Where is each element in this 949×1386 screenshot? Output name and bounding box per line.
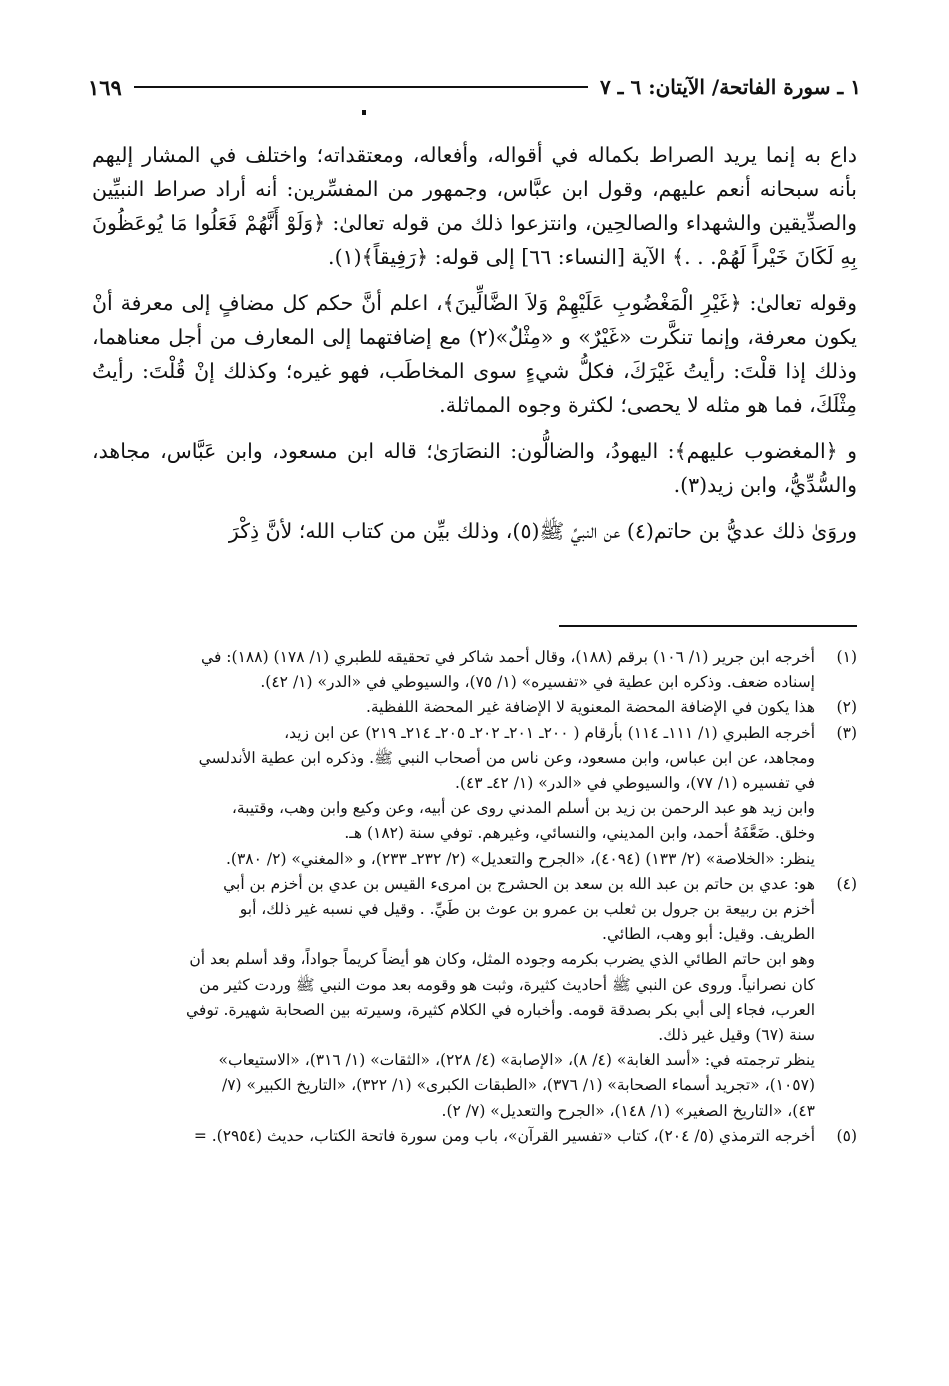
footnote-continuation [92, 947, 857, 1123]
footnote-body [92, 872, 815, 948]
footnote-separator [559, 625, 857, 627]
footnote-line: هذا يكون في الإضافة المحضة المعنوية لا الإضافة غير المحضة اللفظية. [365, 698, 815, 717]
footnote-line: إسناده ضعف. وذكره ابن عطية في «تفسيره» (١/ ٧٥)، والسيوطي في «الدر» (١/ ٤٢). [260, 673, 815, 692]
footnote-line: أخرجه الترمذي (٥/ ٢٠٤)، كتاب «تفسير القرآن»، باب ومن سورة فاتحة الكتاب، حديث (٢٩٥٤). = [193, 1126, 815, 1145]
ink-dot [362, 110, 366, 115]
running-header [88, 70, 861, 104]
footnotes [92, 645, 857, 1149]
paragraph: و ﴿المغضوب عليهم﴾: اليهودُ، والضالُّون: النصَارَىٰ؛ قاله ابن مسعود، وابن عَبَّاس، مجاهد، والسُّدِّيُّ، وابن زيد(٣). [92, 439, 857, 497]
footnote-body [92, 1124, 815, 1149]
footnote-line: كان نصرانياً. وروى عن النبي ﷺ أحاديث كثيرة، وثبت هو وقومه بعد موت النبي ﷺ وردت كثير من [199, 975, 815, 994]
footnote-line: سنة (٦٧) وقيل غير ذلك. [658, 1026, 815, 1045]
footnote-number: (١) [836, 648, 857, 666]
footnote-number: (٥) [836, 1126, 857, 1145]
footnote-number: (٣) [836, 723, 857, 742]
paragraph: وقوله تعالىٰ: ﴿غَيْرِ الْمَغْضُوبِ عَلَيْهِمْ وَلاَ الضَّالِّينَ﴾، اعلم أنَّ حكم كل مضافٍ إلى معرفة أنْ يكون معرفة، وإنما تنكَّرت «غَيْرٌ» و «مِثْلٌ»(٢) مع إضافتهما إلى المعارف من أجل معناهما، وذلك إذا قلْتَ: رأيتُ غَيْرَكَ، فكلُّ شيءٍ سوى المخاطَب، فهو غيره؛ وكذلك إنْ قُلْتَ: رأيتُ مِثْلَكَ، فما هو مثله لا يحصى؛ لكثرة وجوه المماثلة. [92, 291, 857, 417]
footnote-number: (٢) [836, 698, 857, 717]
footnote-line: أخرجه الطبري (١/ ١١١ـ ١١٤) بأرقام ( ٢٠٠ـ ٢٠١ـ ٢٠٢ـ ٢٠٥ـ ٢١٤ـ ٢١٩) عن ابن زيد، [284, 723, 815, 742]
footnote-line: وهو ابن حاتم الطائي الذي يضرب بكرمه وجوده المثل، وكان هو أيضاً كريماً جواداً، وقد أسلم بعد أن [189, 950, 815, 969]
footnote [92, 695, 857, 720]
footnote [92, 1124, 857, 1149]
footnote-number: (٤) [836, 874, 857, 893]
footnote [92, 721, 857, 797]
paragraph: داع به إنما يريد الصراط بكماله في أقواله، وأفعاله، ومعتقداته؛ واختلف في المشار إليهم بأنه سبحانه أنعم عليهم، وقول ابن عبَّاس، وجمهور من المفسِّرين: أنه أراد صراط النبيِّين والصدِّيقين والشهداء والصالحِين، وانتزعوا ذلك من قوله تعالىٰ: ﴿وَلَوْ أَنَّهُمْ فَعَلُوا مَا يُوعَظُونَ بِهِ لَكَانَ خَيْراً لَهُمْ. . .﴾ الآية [النساء: ٦٦] إلى قوله: ﴿رَفِيقاً﴾(١). [92, 143, 857, 269]
footnote [92, 872, 857, 948]
footnote-continuation [92, 796, 857, 872]
footnote [92, 645, 857, 695]
footnote-line: وخلق. ضَعَّفَهُ أحمد، وابن المديني، والنسائي، وغيرهم. توفي سنة (١٨٢) هـ. [344, 824, 815, 843]
footnote-body [92, 645, 815, 695]
page-number: ١٦٩ [88, 74, 122, 100]
chapter-title: ١ ـ سورة الفاتحة/ الآيتان: ٦ ـ ٧ [599, 75, 861, 99]
footnote-line: وابن زيد هو عبد الرحمن بن زيد بن أسلم المدني روى عن أبيه، وعن وكيع وابن وهب، وقتيبة، [231, 799, 815, 818]
footnote-line: الطريف. وقيل: أبو وهب، الطائي. [602, 925, 815, 944]
main-text [92, 138, 857, 560]
footnote-line: ينظر ترجمته في: «أسد الغابة» (٤/ ٨)، «الإصابة» (٤/ ٢٢٨)، «الثقات» (١/ ٣١٦)، «الاستيعاب» [218, 1051, 815, 1070]
footnote-body [92, 695, 815, 720]
footnote-line: في تفسيره (١/ ٧٧)، والسيوطي في «الدر» (١/ ٤٢ـ ٤٣). [455, 774, 815, 793]
footnote-line: أخرجه ابن جرير (١/ ١٠٦) برقم (١٨٨)، وقال أحمد شاكر في تحقيقه للطبري (١/ ١٧٨) (١٨٨): في [201, 648, 815, 666]
footnote-line: ومجاهد، عن ابن عباس، وابن مسعود، وعن ناس من أصحاب النبي ﷺ. وذكره ابن عطية الأندلسي [198, 748, 815, 767]
footnote-line: ينظر: «الخلاصة» (٢/ ١٣٣) (٤٠٩٤)، «الجرح والتعديل» (٢/ ٢٣٢ـ ٢٣٣)، و «المغني» (٢/ ٣٨٠). [226, 849, 815, 868]
header-rule [134, 86, 588, 88]
footnote-line: العرب، فجاء إلى أبي بكر بصدقة قومه. وأخباره في الكلام كثيرة، وسيرته بين الصحابة شهيرة. توفي [185, 1000, 815, 1019]
footnote-line: أخزم بن ربيعة بن جرول بن ثعلب بن عمرو بن عوث بن طَيِّ. . وقيل في نسبه غير ذلك، أبو [239, 900, 815, 919]
footnote-line: (١٠٥٧)، «تجريد أسماء الصحابة» (١/ ٣٧٦)، «الطبقات الكبرى» (١/ ٣٢٢)، «التاريخ الكبير» (٧/ [221, 1076, 815, 1095]
footnote-line: ٤٣)، «التاريخ الصغير» (١/ ١٤٨)، «الجرح والتعديل» (٧/ ٢). [441, 1101, 815, 1120]
paragraph: وروَىٰ ذلك عديُّ بن حاتم(٤) عن النبيِّ ﷺ(٥)، وذلك بيِّن من كتاب الله؛ لأنَّ ذِكْرَ [228, 519, 857, 543]
footnote-body [92, 721, 815, 797]
footnote-line: هو: عدي بن حاتم بن عبد الله بن سعد بن الحشرج بن امرىء القيس بن عدي بن أخزم بن أبي [223, 874, 815, 893]
